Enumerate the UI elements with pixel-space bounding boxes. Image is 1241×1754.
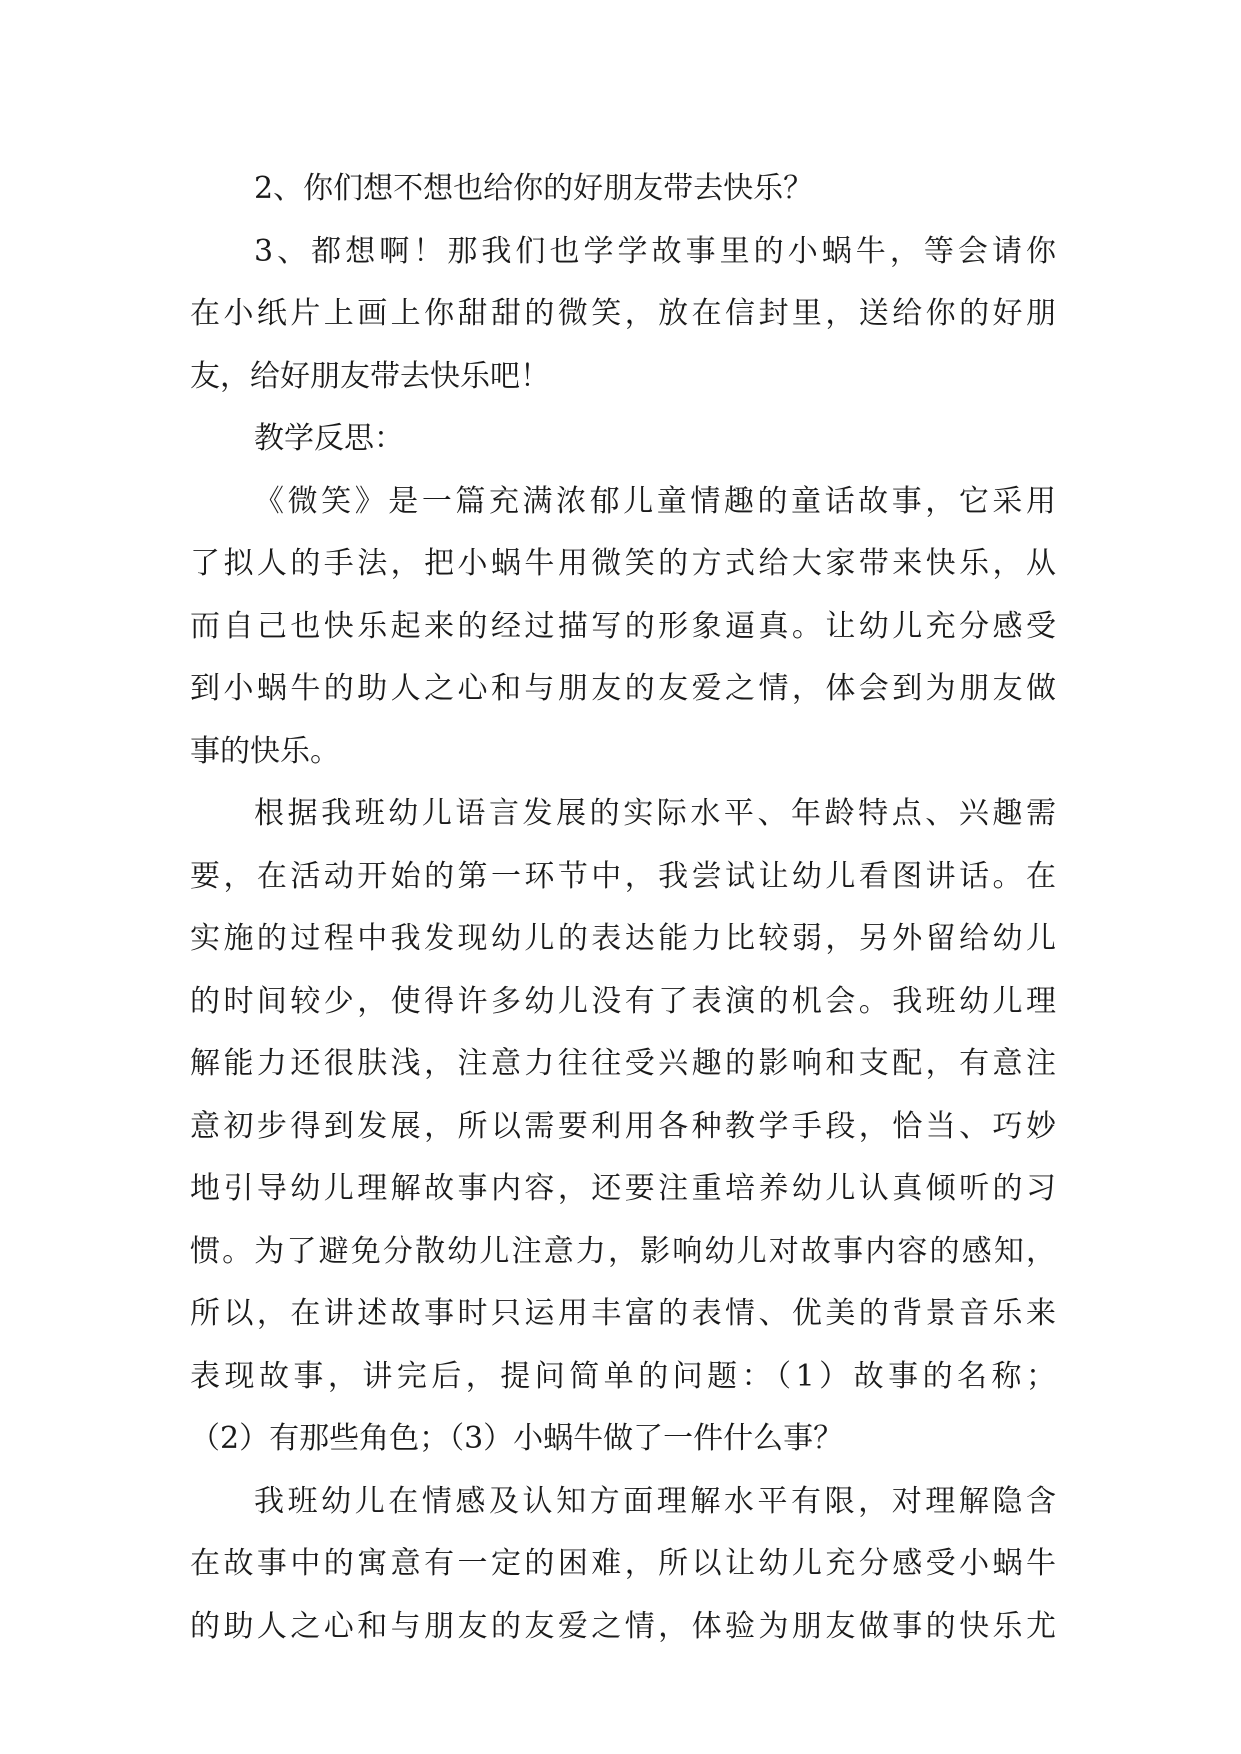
text-line-content: 在故事中的寓意有一定的困难，所以让幼儿充分感受小蜗牛: [190, 1546, 1056, 1581]
text-line-content: 在小纸片上画上你甜甜的微笑，放在信封里，送给你的好朋: [190, 296, 1056, 331]
document-page: [190, 158, 1056, 1658]
text-line: [190, 408, 1056, 471]
text-line-content: 地引导幼儿理解故事内容，还要注重培养幼儿认真倾听的习: [190, 1171, 1056, 1206]
text-line-content: 了拟人的手法，把小蜗牛用微笑的方式给大家带来快乐，从: [190, 546, 1056, 581]
text-line: [190, 158, 1056, 221]
text-line: [190, 1283, 1056, 1346]
text-line-content: 要，在活动开始的第一环节中，我尝试让幼儿看图讲话。在: [190, 858, 1056, 894]
text-line: [190, 1533, 1056, 1596]
text-line-content: 根据我班幼儿语言发展的实际水平、年龄特点、兴趣需: [254, 796, 1056, 831]
text-line: [190, 346, 1056, 409]
text-line-content: 我班幼儿在情感及认知方面理解水平有限，对理解隐含: [254, 1483, 1056, 1519]
text-line: [190, 471, 1056, 534]
text-line-content: 解能力还很肤浅，注意力往往受兴趣的影响和支配，有意注: [190, 1046, 1056, 1081]
text-line: [190, 221, 1056, 284]
text-line-content: 事的快乐。: [190, 733, 340, 769]
text-line-content: 表现故事，讲完后，提问简单的问题：（1）故事的名称；: [190, 1358, 1056, 1394]
text-line-content: 教学反思：: [254, 421, 404, 456]
text-line: [190, 908, 1056, 971]
text-line: [190, 1596, 1056, 1659]
text-line: [190, 596, 1056, 659]
text-line-content: 意初步得到发展，所以需要利用各种教学手段，恰当、巧妙: [190, 1108, 1056, 1144]
text-line-content: 的助人之心和与朋友的友爱之情，体验为朋友做事的快乐尤: [190, 1608, 1056, 1644]
text-line: [190, 658, 1056, 721]
text-line: [190, 971, 1056, 1034]
text-line-content: 惯。为了避免分散幼儿注意力，影响幼儿对故事内容的感知，: [190, 1233, 1056, 1269]
text-line: [190, 721, 1056, 784]
text-line: [190, 1221, 1056, 1284]
text-line-content: 所以，在讲述故事时只运用丰富的表情、优美的背景音乐来: [190, 1296, 1056, 1331]
text-line-content: 而自己也快乐起来的经过描写的形象逼真。让幼儿充分感受: [190, 608, 1056, 644]
text-line: [190, 1158, 1056, 1221]
text-line-content: 实施的过程中我发现幼儿的表达能力比较弱，另外留给幼儿: [190, 921, 1056, 956]
text-line: [190, 1471, 1056, 1534]
text-line-content: 到小蜗牛的助人之心和与朋友的友爱之情，体会到为朋友做: [190, 671, 1056, 706]
text-line: [190, 1096, 1056, 1159]
text-line: [190, 1346, 1056, 1409]
text-line-content: 3、都想啊！那我们也学学故事里的小蜗牛，等会请你: [254, 233, 1056, 269]
text-line-content: （2）有那些角色；（3）小蜗牛做了一件什么事？: [190, 1421, 844, 1456]
text-line: [190, 846, 1056, 909]
text-line-content: 友，给好朋友带去快乐吧！: [190, 358, 550, 394]
text-line: [190, 1408, 1056, 1471]
text-line-content: 《微笑》是一篇充满浓郁儿童情趣的童话故事，它采用: [254, 483, 1056, 519]
text-line: [190, 533, 1056, 596]
text-line-content: 的时间较少，使得许多幼儿没有了表演的机会。我班幼儿理: [190, 983, 1056, 1019]
text-line: [190, 283, 1056, 346]
text-line: [190, 1033, 1056, 1096]
text-line: [190, 783, 1056, 846]
text-line-content: 2、你们想不想也给你的好朋友带去快乐？: [254, 171, 814, 206]
